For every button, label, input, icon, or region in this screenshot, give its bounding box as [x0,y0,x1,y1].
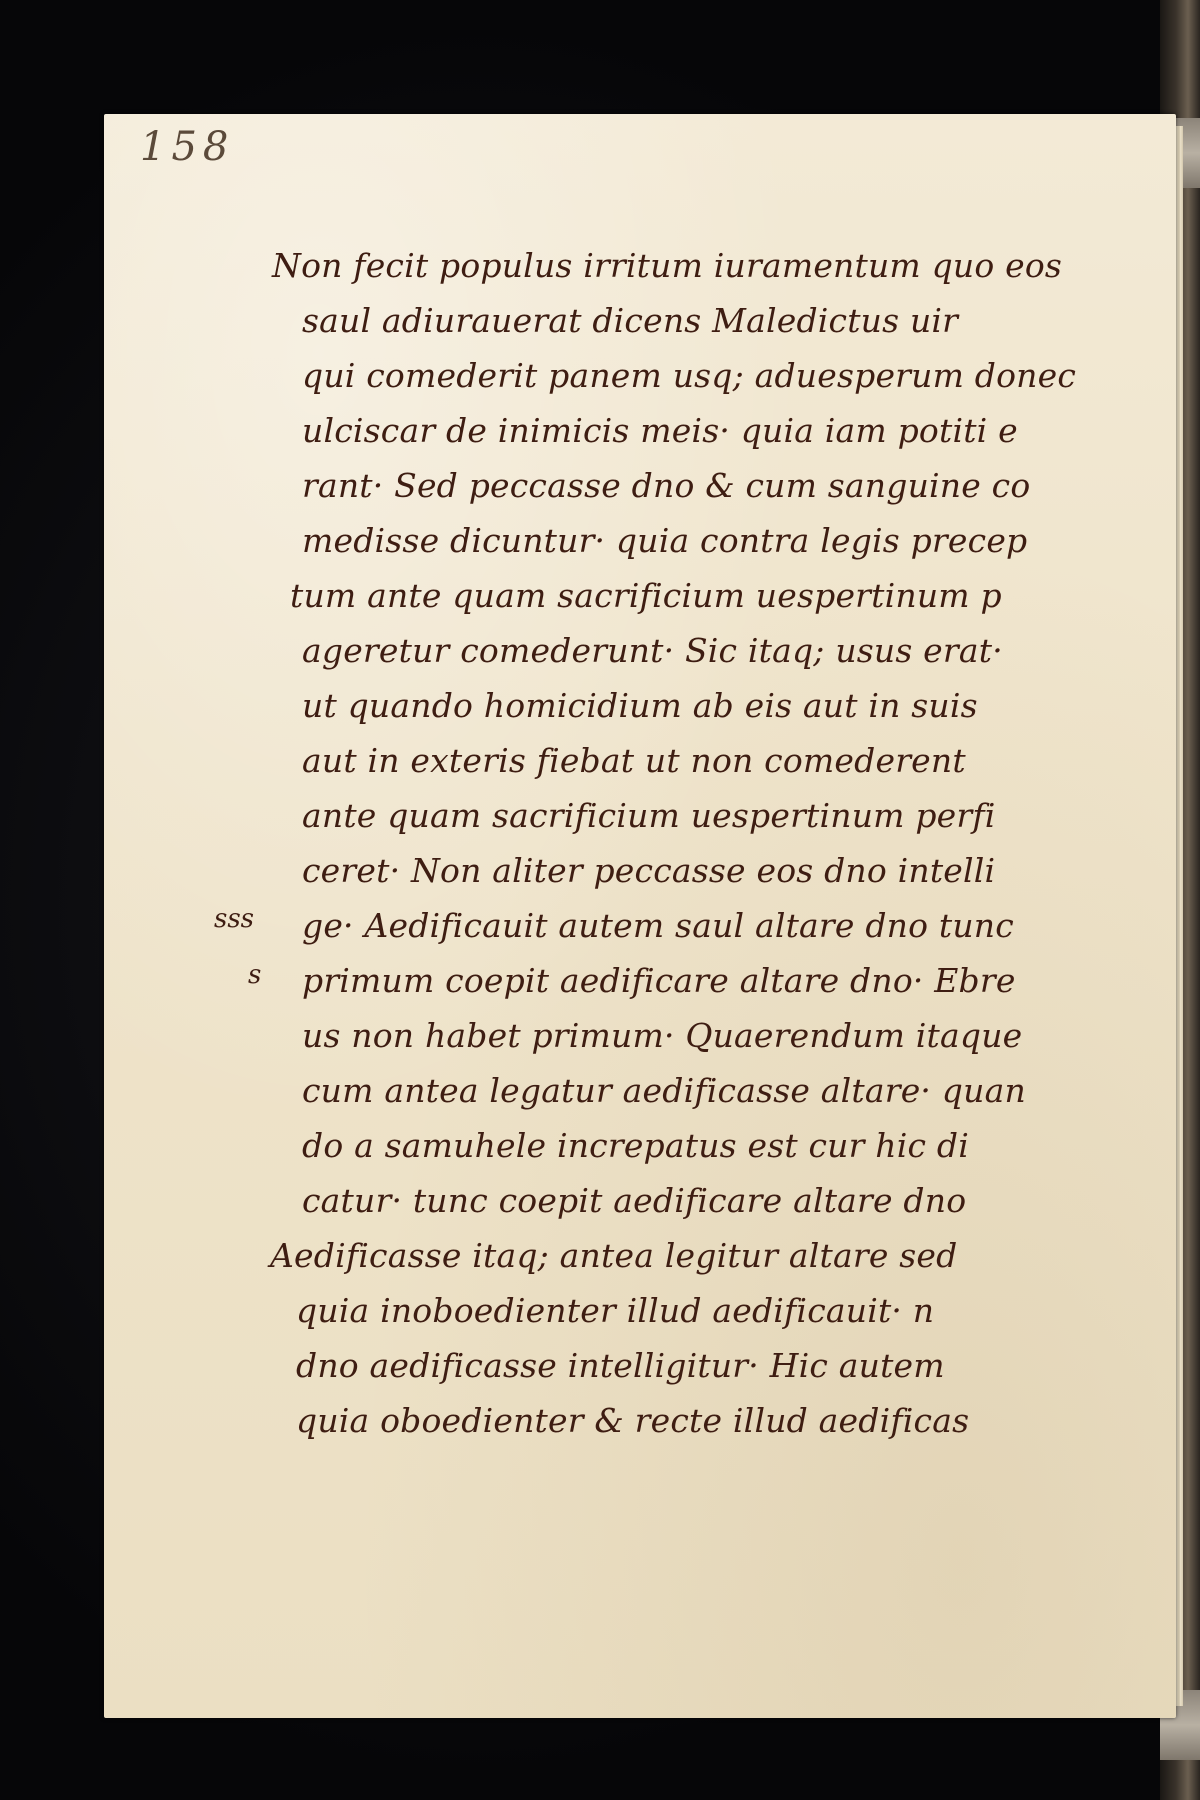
text-line: ut quando homicidium ab eis aut in suis [302,686,978,725]
text-line: ante quam sacrificium uespertinum perfi [302,796,996,835]
text-line: dno aedificasse intelligitur· Hic autem [296,1346,945,1385]
text-line: Aedificasse itaq; antea legitur altare sed [270,1236,958,1275]
text-line: primum coepit aedificare altare dno· Ebre [302,961,1016,1000]
text-line: qui comederit panem usq; aduesperum donec [302,356,1077,395]
text-line: tum ante quam sacrificium uespertinum p [290,576,1002,615]
text-line: medisse dicuntur· quia contra legis precep [302,521,1028,560]
text-line: do a samuhele increpatus est cur hic di [302,1126,969,1165]
text-line: ceret· Non aliter peccasse eos dno intelli [302,851,996,890]
text-line: us non habet primum· Quaerendum itaque [302,1016,1023,1055]
text-line: saul adiurauerat dicens Maledictus uir [302,301,959,340]
text-line: quia inoboedienter illud aedificauit· n [296,1291,935,1330]
text-line: Non fecit populus irritum iuramentum quo eos [272,246,1063,285]
margin-note: sss [214,904,255,934]
text-block [270,238,1136,1448]
text-line: quia oboedienter & recte illud aedificas [296,1401,970,1440]
text-line: cum antea legatur aedificasse altare· quan [302,1071,1026,1110]
margin-note: s [248,960,262,990]
text-line: ageretur comederunt· Sic itaq; usus erat· [302,631,1003,670]
text-line: catur· tunc coepit aedificare altare dno [302,1181,967,1220]
text-line: aut in exteris fiebat ut non comederent [302,741,966,780]
folio-number: 158 [140,124,235,170]
text-line: rant· Sed peccasse dno & cum sanguine co [302,466,1031,505]
text-line: ulciscar de inimicis meis· quia iam potiti e [302,411,1018,450]
manuscript-page [104,114,1176,1718]
text-line: ge· Aedificauit autem saul altare dno tunc [302,906,1014,945]
